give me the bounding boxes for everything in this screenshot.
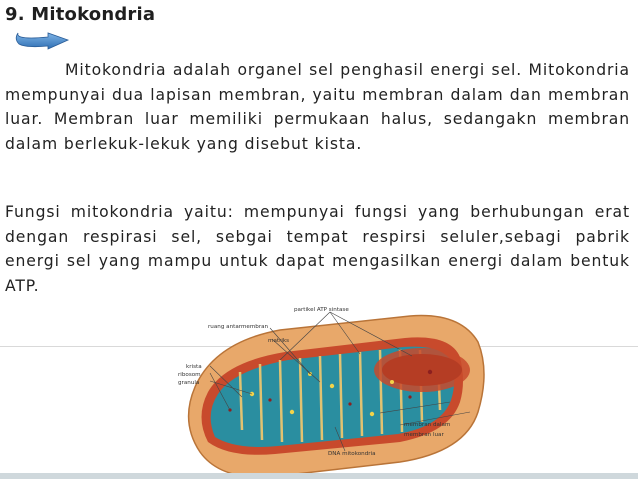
label-ribosome: ribosom — [178, 372, 201, 378]
footer-band — [0, 473, 638, 479]
label-intermembrane-space: ruang antarmembran — [208, 324, 269, 330]
paragraph-definition: Mitokondria adalah organel sel penghasil energi sel. Mitokondria mempunyai dua lapisan membran, yaitu membran dalam dan membran luar. Membran luar memiliki permukaan halus, sedangakn membran dalam berlekuk-lekuk yang disebut kista. — [5, 61, 630, 153]
mitochondria-diagram — [160, 302, 490, 479]
label-inner-membrane: membran dalam — [404, 422, 451, 428]
curved-arrow-icon — [10, 28, 72, 50]
slide-title: 9. Mitokondria — [5, 4, 156, 25]
paragraph-function: Fungsi mitokondria yaitu: mempunyai fungsi yang berhubungan erat dengan respirasi sel, sebgai tempat respirsi seluler,sebagi pabrik energi sel yang mampu untuk dapat mengasilkan energi dalam bentuk ATP. — [5, 203, 630, 295]
label-granule: granula — [178, 380, 200, 386]
label-mtdna: DNA mitokondria — [328, 451, 376, 457]
label-cristae: krista — [186, 364, 202, 370]
label-atp-synthase: partikel ATP sintase — [294, 307, 349, 313]
label-matrix: matriks — [268, 338, 290, 344]
label-outer-membrane: membran luar — [404, 432, 444, 438]
